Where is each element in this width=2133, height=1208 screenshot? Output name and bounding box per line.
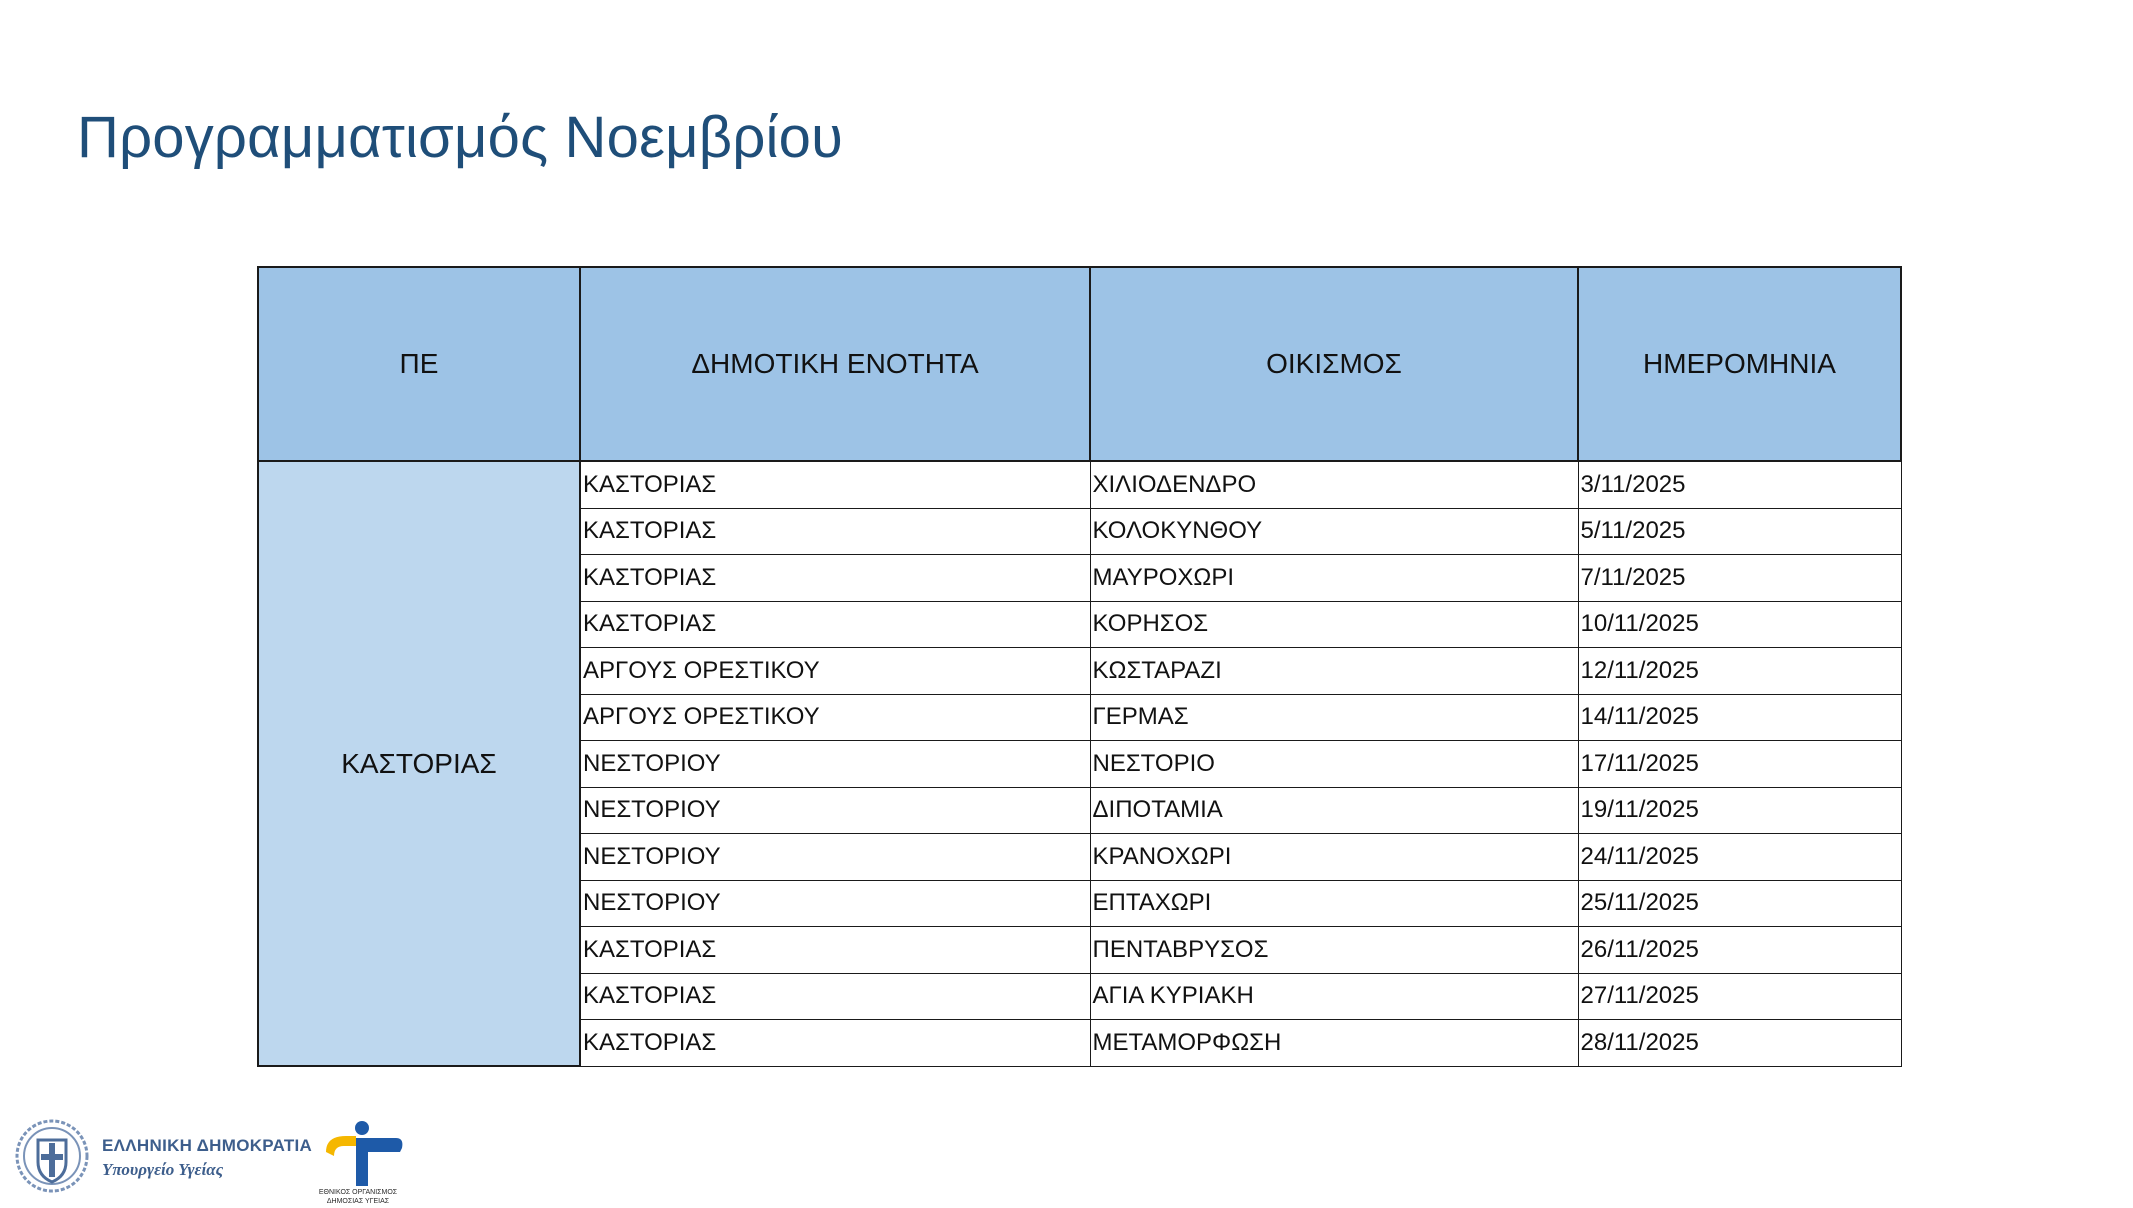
municipal-unit-cell: ΚΑΣΤΟΡΙΑΣ [580,973,1090,1020]
municipal-unit-cell: ΝΕΣΤΟΡΙΟΥ [580,787,1090,834]
municipal-unit-cell: ΚΑΣΤΟΡΙΑΣ [580,927,1090,974]
date-cell: 19/11/2025 [1578,787,1901,834]
settlement-cell: ΓΕΡΜΑΣ [1090,694,1578,741]
date-cell: 7/11/2025 [1578,555,1901,602]
municipal-unit-cell: ΝΕΣΤΟΡΙΟΥ [580,880,1090,927]
pe-cell: ΚΑΣΤΟΡΙΑΣ [258,461,580,1066]
settlement-cell: ΔΙΠΟΤΑΜΙΑ [1090,787,1578,834]
settlement-cell: ΝΕΣΤΟΡΙΟ [1090,741,1578,788]
settlement-cell: ΚΟΛΟΚΥΝΘΟΥ [1090,508,1578,555]
header-pe: ΠΕ [258,267,580,461]
municipal-unit-cell: ΚΑΣΤΟΡΙΑΣ [580,508,1090,555]
municipal-unit-cell: ΝΕΣΤΟΡΙΟΥ [580,834,1090,881]
municipal-unit-cell: ΚΑΣΤΟΡΙΑΣ [580,461,1090,508]
date-cell: 5/11/2025 [1578,508,1901,555]
settlement-cell: ΚΟΡΗΣΟΣ [1090,601,1578,648]
table-header-row [258,267,1901,461]
ministry-text [102,1136,312,1180]
date-cell: 25/11/2025 [1578,880,1901,927]
eody-caption: ΕΘΝΙΚΟΣ ΟΡΓΑΝΙΣΜΟΣ ΔΗΜΟΣΙΑΣ ΥΓΕΙΑΣ [318,1189,398,1205]
date-cell: 12/11/2025 [1578,648,1901,695]
settlement-cell: ΕΠΤΑΧΩΡΙ [1090,880,1578,927]
municipal-unit-cell: ΚΑΣΤΟΡΙΑΣ [580,1020,1090,1067]
settlement-cell: ΚΩΣΤΑΡΑΖΙ [1090,648,1578,695]
header-settlement: ΟΙΚΙΣΜΟΣ [1090,267,1578,461]
municipal-unit-cell: ΝΕΣΤΟΡΙΟΥ [580,741,1090,788]
settlement-cell: ΧΙΛΙΟΔΕΝΔΡΟ [1090,461,1578,508]
ministry-line2: Υπουργείο Υγείας [102,1160,224,1179]
eody-logo-icon [320,1120,404,1190]
page-title: Προγραμματισμός Νοεμβρίου [77,105,843,170]
date-cell: 24/11/2025 [1578,834,1901,881]
schedule-table [257,266,1902,1067]
date-cell: 14/11/2025 [1578,694,1901,741]
municipal-unit-cell: ΑΡΓΟΥΣ ΟΡΕΣΤΙΚΟΥ [580,648,1090,695]
header-date: ΗΜΕΡΟΜΗΝΙΑ [1578,267,1901,461]
settlement-cell: ΜΑΥΡΟΧΩΡΙ [1090,555,1578,602]
date-cell: 26/11/2025 [1578,927,1901,974]
settlement-cell: ΜΕΤΑΜΟΡΦΩΣΗ [1090,1020,1578,1067]
date-cell: 17/11/2025 [1578,741,1901,788]
table-row [258,461,1901,508]
settlement-cell: ΑΓΙΑ ΚΥΡΙΑΚΗ [1090,973,1578,1020]
date-cell: 27/11/2025 [1578,973,1901,1020]
greek-coat-of-arms-icon [14,1118,90,1194]
settlement-cell: ΚΡΑΝΟΧΩΡΙ [1090,834,1578,881]
date-cell: 28/11/2025 [1578,1020,1901,1067]
date-cell: 3/11/2025 [1578,461,1901,508]
municipal-unit-cell: ΚΑΣΤΟΡΙΑΣ [580,555,1090,602]
header-municipal-unit: ΔΗΜΟΤΙΚΗ ΕΝΟΤΗΤΑ [580,267,1090,461]
settlement-cell: ΠΕΝΤΑΒΡΥΣΟΣ [1090,927,1578,974]
date-cell: 10/11/2025 [1578,601,1901,648]
ministry-line1: ΕΛΛΗΝΙΚΗ ΔΗΜΟΚΡΑΤΙΑ [102,1136,313,1155]
municipal-unit-cell: ΑΡΓΟΥΣ ΟΡΕΣΤΙΚΟΥ [580,694,1090,741]
municipal-unit-cell: ΚΑΣΤΟΡΙΑΣ [580,601,1090,648]
